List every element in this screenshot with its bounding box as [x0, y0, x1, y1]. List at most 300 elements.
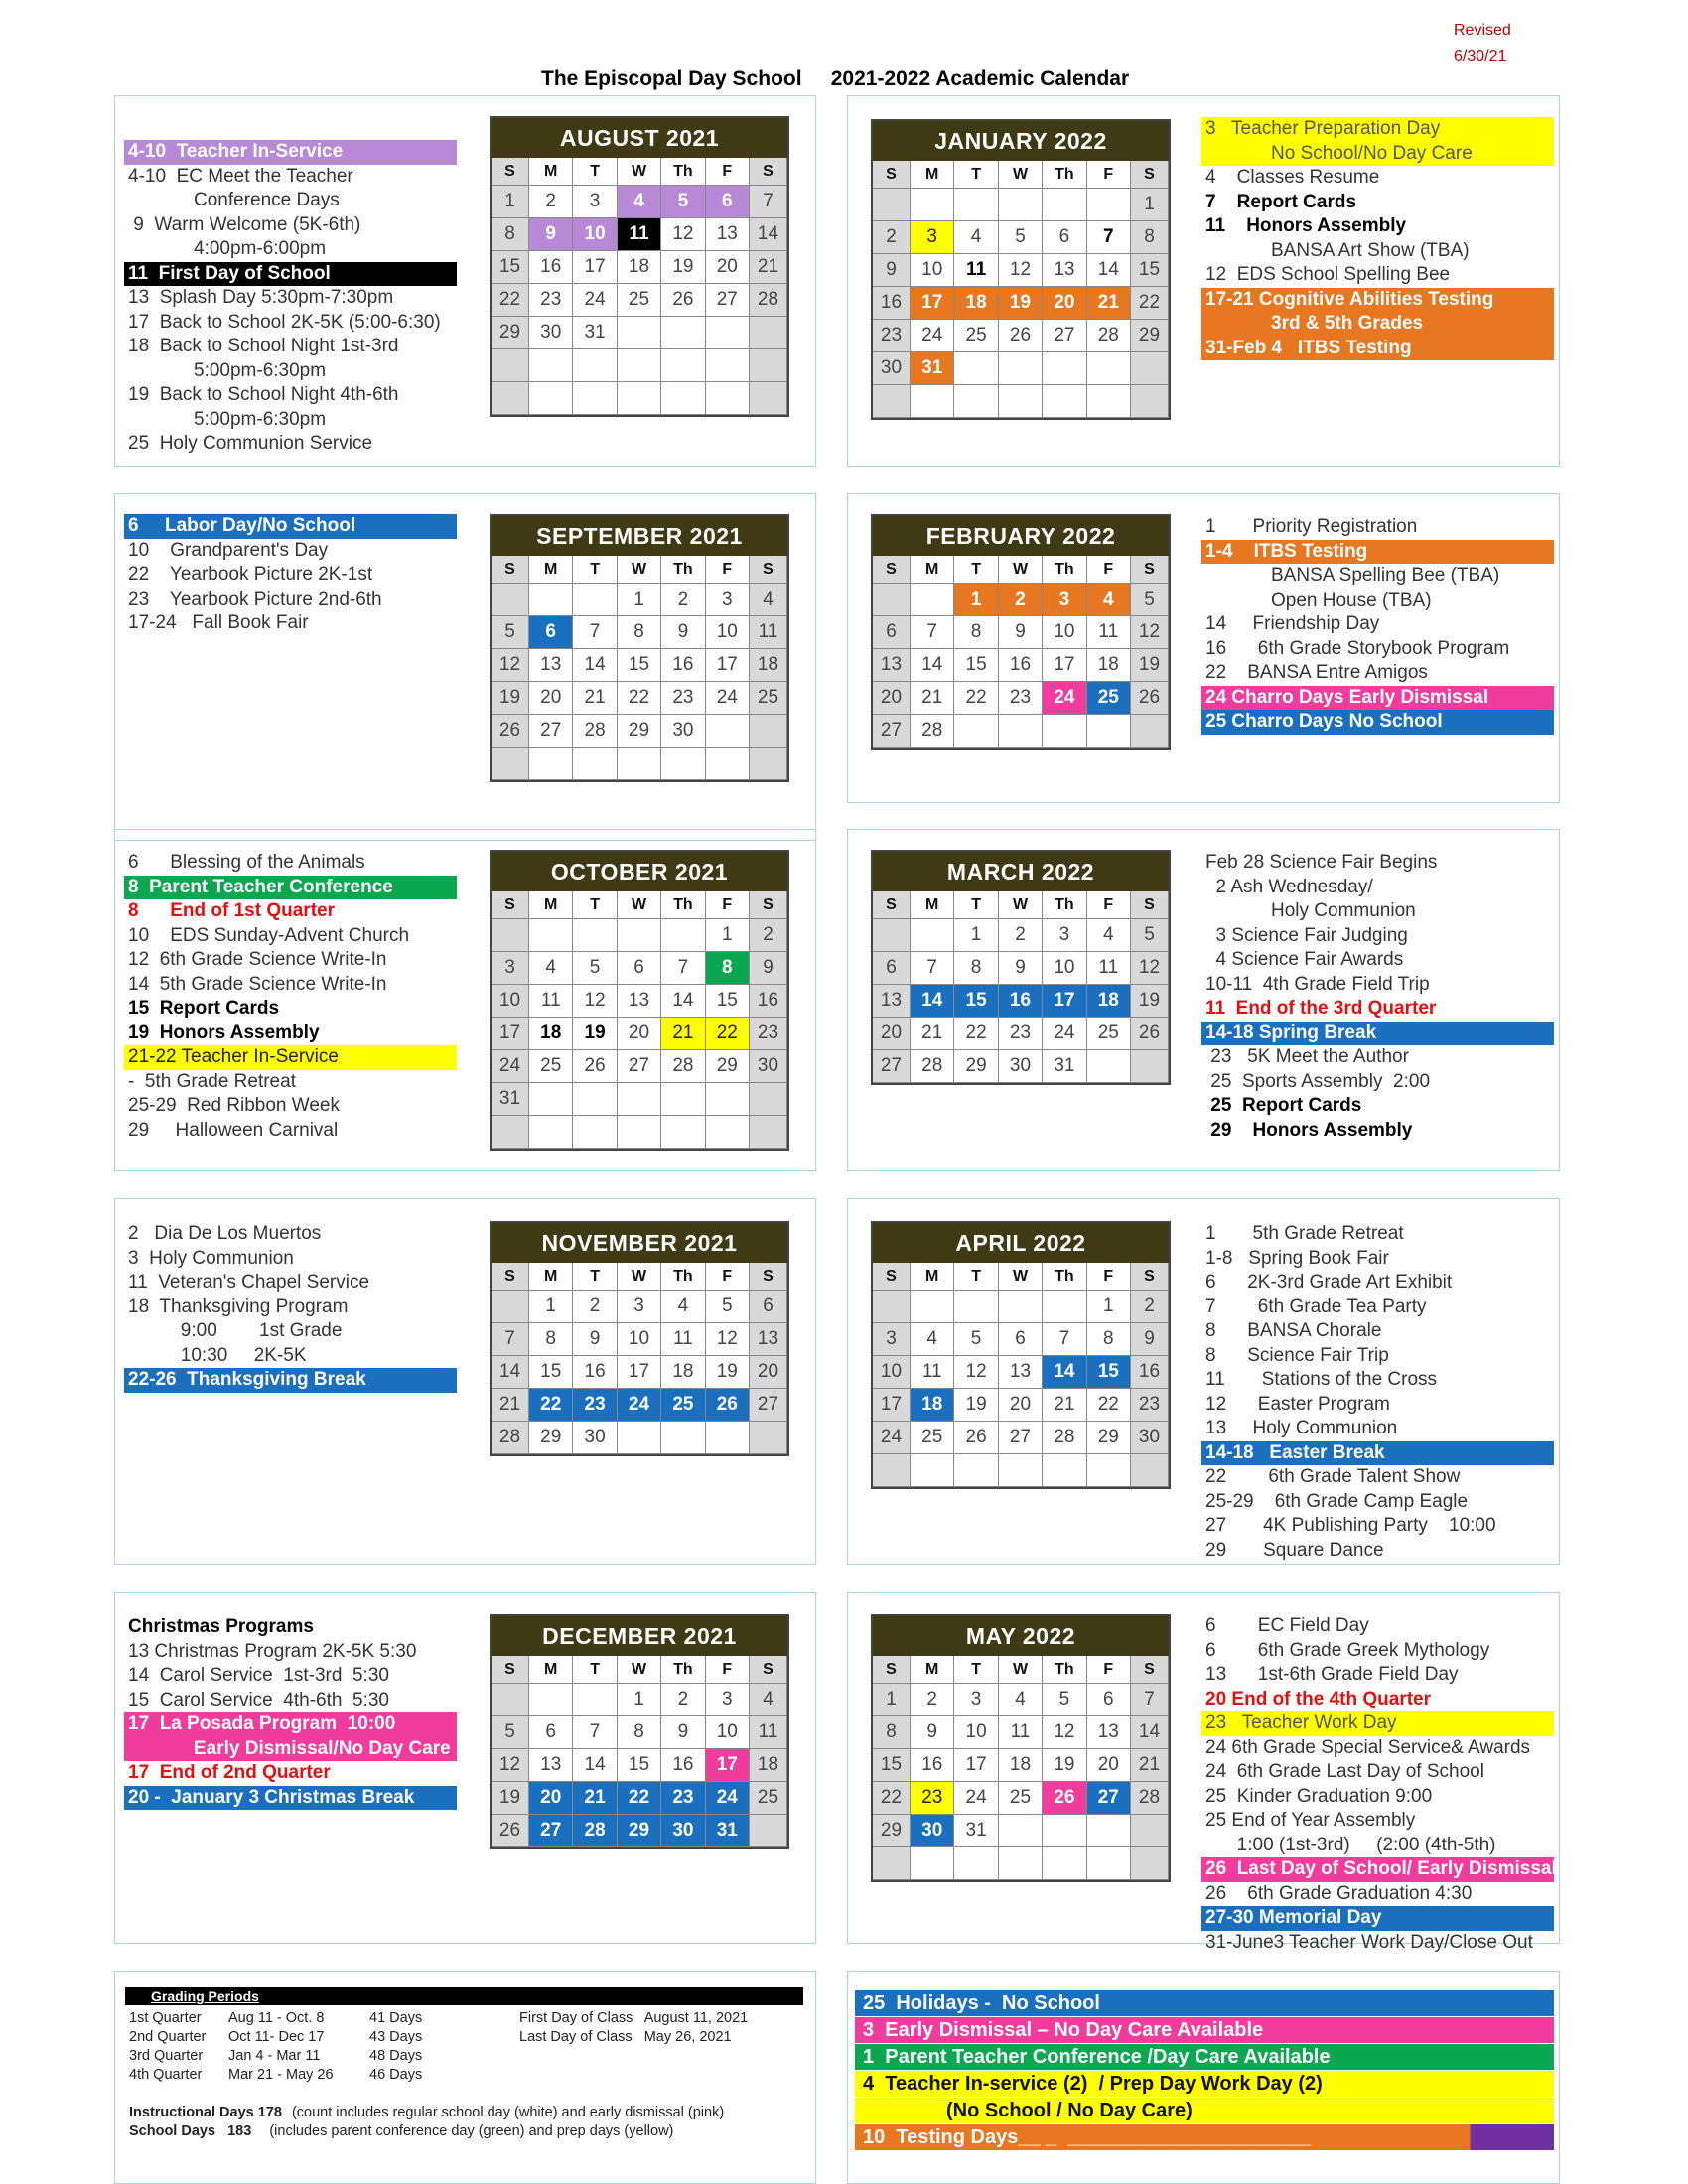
- day-cell: 3: [873, 1323, 911, 1356]
- day-cell: [1131, 715, 1169, 748]
- grading-cell: 41 Days: [369, 2010, 423, 2026]
- legend-item: (No School / No Day Care): [855, 2098, 1554, 2123]
- school-days-note: (includes parent conference day (green) and prep days (yellow): [269, 2123, 674, 2139]
- instructional-days-note: (count includes regular school day (white) and early dismissal (pink): [291, 2105, 725, 2120]
- weekday-header: T: [954, 891, 998, 919]
- day-cell: 28: [573, 715, 617, 748]
- day-cell: 2: [529, 186, 573, 218]
- day-cell: [999, 1847, 1043, 1880]
- event-item: 9 Warm Welcome (5K-6th): [128, 213, 361, 235]
- grading-cell: 46 Days: [369, 2067, 423, 2083]
- event-item: 2 Dia De Los Muertos: [128, 1223, 322, 1244]
- legend-item: 25 Holidays - No School: [855, 1990, 1554, 2016]
- day-cell: 5: [573, 952, 617, 985]
- event-item: 11 First Day of School: [124, 262, 457, 287]
- day-cell: 14: [661, 985, 705, 1018]
- day-cell: 29: [492, 317, 529, 349]
- day-cell: 11: [954, 254, 998, 287]
- day-cell: 26: [492, 1815, 529, 1847]
- day-cell: [750, 382, 787, 415]
- day-cell: [911, 919, 954, 952]
- day-cell: 9: [529, 218, 573, 251]
- day-cell: 27: [529, 715, 573, 748]
- day-cell: [492, 1291, 529, 1323]
- day-cell: [873, 1454, 911, 1487]
- day-cell: 31: [706, 1815, 750, 1847]
- weekday-header: S: [750, 1656, 787, 1684]
- day-cell: 24: [1043, 1018, 1086, 1050]
- day-cell: [529, 1684, 573, 1716]
- day-cell: 22: [529, 1389, 573, 1422]
- day-cell: 20: [1043, 287, 1086, 320]
- last-day-of-class: Last Day of Class May 26, 2021: [519, 2029, 732, 2045]
- weekday-header: S: [492, 1263, 529, 1291]
- event-item: 1 5th Grade Retreat: [1205, 1223, 1404, 1244]
- weekday-header: F: [706, 556, 750, 584]
- day-cell: 10: [873, 1356, 911, 1389]
- day-cell: [750, 1116, 787, 1149]
- day-cell: 30: [999, 1050, 1043, 1083]
- day-cell: 14: [573, 1749, 617, 1782]
- event-item: 26 6th Grade Graduation 4:30: [1205, 1882, 1473, 1904]
- day-cell: [661, 317, 705, 349]
- day-cell: 22: [618, 1782, 661, 1815]
- day-cell: [911, 189, 954, 221]
- event-item: 6 6th Grade Greek Mythology: [1205, 1639, 1490, 1661]
- day-cell: [1043, 352, 1086, 385]
- weekday-header: Th: [661, 1263, 705, 1291]
- event-item: 14 5th Grade Science Write-In: [128, 973, 387, 995]
- weekday-header: T: [573, 1656, 617, 1684]
- day-cell: [1131, 1815, 1169, 1847]
- day-cell: 4: [750, 584, 787, 616]
- day-cell: 15: [492, 251, 529, 284]
- event-item: 17-21 Cognitive Abilities Testing: [1201, 288, 1554, 313]
- weekday-header: M: [529, 556, 573, 584]
- weekday-header: S: [750, 556, 787, 584]
- weekday-header: T: [954, 1656, 998, 1684]
- day-cell: 2: [873, 221, 911, 254]
- event-item: 24 6th Grade Last Day of School: [1205, 1761, 1484, 1782]
- day-cell: 9: [750, 952, 787, 985]
- day-cell: 2: [573, 1291, 617, 1323]
- legend-item: 10 Testing Days__ _ ______________________: [855, 2124, 1554, 2150]
- day-cell: 9: [661, 616, 705, 649]
- day-grid: [873, 556, 1169, 748]
- day-cell: 27: [999, 1422, 1043, 1454]
- instructional-days: [129, 2104, 724, 2122]
- day-cell: [573, 919, 617, 952]
- event-item: 12 6th Grade Science Write-In: [128, 949, 387, 970]
- day-cell: [1043, 1815, 1086, 1847]
- day-cell: 31: [492, 1083, 529, 1116]
- day-cell: 21: [492, 1389, 529, 1422]
- day-cell: [661, 349, 705, 382]
- day-cell: 30: [873, 352, 911, 385]
- legend-item: 3 Early Dismissal – No Day Care Available: [855, 2017, 1554, 2043]
- weekday-header: S: [492, 891, 529, 919]
- day-cell: 22: [954, 1018, 998, 1050]
- event-item: 12 Easter Program: [1205, 1393, 1390, 1415]
- day-cell: [873, 919, 911, 952]
- day-cell: 4: [911, 1323, 954, 1356]
- day-cell: 15: [1087, 1356, 1131, 1389]
- weekday-header: T: [573, 891, 617, 919]
- day-cell: [661, 1422, 705, 1454]
- day-cell: 7: [1043, 1323, 1086, 1356]
- weekday-header: S: [492, 556, 529, 584]
- event-item: 17 End of 2nd Quarter: [128, 1762, 331, 1783]
- event-item: 8 BANSA Chorale: [1205, 1320, 1382, 1341]
- grading-row: [129, 2009, 479, 2028]
- day-cell: 14: [1043, 1356, 1086, 1389]
- day-cell: 10: [492, 985, 529, 1018]
- day-cell: 25: [1087, 682, 1131, 715]
- day-cell: [1087, 1815, 1131, 1847]
- day-cell: 28: [1087, 320, 1131, 352]
- event-item: Open House (TBA): [1271, 589, 1432, 611]
- weekday-header: S: [873, 891, 911, 919]
- day-cell: 27: [873, 715, 911, 748]
- day-cell: 15: [618, 649, 661, 682]
- grading-row: [129, 2066, 479, 2085]
- event-item: 23 Yearbook Picture 2nd-6th: [128, 588, 382, 610]
- day-cell: [661, 748, 705, 780]
- event-item: 15 Report Cards: [128, 998, 280, 1019]
- day-cell: [1043, 1291, 1086, 1323]
- event-item: 29 Square Dance: [1205, 1539, 1384, 1561]
- day-cell: 11: [911, 1356, 954, 1389]
- day-cell: 22: [706, 1018, 750, 1050]
- day-cell: 17: [873, 1389, 911, 1422]
- event-item: 10 Grandparent's Day: [128, 539, 329, 561]
- day-cell: 12: [1043, 1716, 1086, 1749]
- event-item: 14-18 Spring Break: [1201, 1022, 1554, 1046]
- day-cell: [1087, 1454, 1131, 1487]
- day-cell: 4: [661, 1291, 705, 1323]
- first-day-of-class: First Day of Class August 11, 2021: [519, 2010, 749, 2026]
- calendar-october: [490, 850, 789, 1151]
- event-item: Early Dismissal/No Day Care: [124, 1737, 457, 1762]
- weekday-header: T: [573, 1263, 617, 1291]
- day-cell: 7: [1087, 221, 1131, 254]
- day-cell: 25: [954, 320, 998, 352]
- weekday-header: Th: [661, 891, 705, 919]
- event-item: 11 Honors Assembly: [1205, 215, 1407, 236]
- day-cell: 21: [911, 1018, 954, 1050]
- day-cell: 28: [911, 715, 954, 748]
- day-cell: [529, 1116, 573, 1149]
- day-cell: 2: [750, 919, 787, 952]
- day-cell: 3: [706, 1684, 750, 1716]
- grading-cell: Aug 11 - Oct. 8: [228, 2010, 325, 2026]
- day-cell: [1043, 1847, 1086, 1880]
- day-cell: 8: [954, 952, 998, 985]
- day-cell: 10: [954, 1716, 998, 1749]
- weekday-header: W: [999, 161, 1043, 189]
- day-cell: 24: [706, 1782, 750, 1815]
- event-item: 25 Sports Assembly 2:00: [1205, 1070, 1431, 1092]
- day-cell: 12: [999, 254, 1043, 287]
- day-cell: 28: [1131, 1782, 1169, 1815]
- day-cell: 6: [750, 1291, 787, 1323]
- day-cell: 9: [911, 1716, 954, 1749]
- weekday-header: S: [873, 161, 911, 189]
- weekday-header: W: [999, 891, 1043, 919]
- day-cell: 31: [954, 1815, 998, 1847]
- day-grid: [492, 891, 787, 1149]
- day-grid: [873, 161, 1169, 418]
- day-cell: 23: [529, 284, 573, 317]
- day-cell: 16: [911, 1749, 954, 1782]
- event-item: 25 Holy Communion Service: [128, 433, 373, 454]
- calendar-april: [871, 1221, 1171, 1489]
- day-cell: 22: [492, 284, 529, 317]
- day-cell: 30: [661, 1815, 705, 1847]
- day-cell: 1: [1087, 1291, 1131, 1323]
- day-cell: 19: [573, 1018, 617, 1050]
- day-cell: 26: [492, 715, 529, 748]
- day-cell: [573, 748, 617, 780]
- day-cell: 17: [1043, 985, 1086, 1018]
- weekday-header: Th: [661, 556, 705, 584]
- day-cell: 29: [1087, 1422, 1131, 1454]
- event-item: 25 Report Cards: [1205, 1095, 1362, 1116]
- day-cell: 16: [573, 1356, 617, 1389]
- day-cell: 30: [750, 1050, 787, 1083]
- day-cell: 14: [911, 985, 954, 1018]
- day-cell: [1043, 385, 1086, 418]
- day-cell: 13: [1043, 254, 1086, 287]
- day-cell: 11: [750, 1716, 787, 1749]
- day-cell: 26: [1131, 682, 1169, 715]
- event-item: 13 1st-6th Grade Field Day: [1205, 1664, 1459, 1685]
- weekday-header: F: [706, 1656, 750, 1684]
- day-grid: [873, 891, 1169, 1083]
- day-cell: 17: [492, 1018, 529, 1050]
- events-april: [1201, 1222, 1554, 1563]
- day-cell: [750, 1422, 787, 1454]
- day-cell: [750, 748, 787, 780]
- day-cell: 16: [661, 649, 705, 682]
- day-cell: 6: [873, 952, 911, 985]
- day-cell: [1087, 385, 1131, 418]
- day-cell: 1: [618, 1684, 661, 1716]
- day-cell: [750, 349, 787, 382]
- day-cell: 9: [999, 616, 1043, 649]
- day-cell: [954, 352, 998, 385]
- month-title: MAY 2022: [873, 1616, 1169, 1656]
- day-cell: [529, 584, 573, 616]
- day-cell: [661, 382, 705, 415]
- day-cell: [999, 1815, 1043, 1847]
- month-title: MARCH 2022: [873, 852, 1169, 891]
- day-cell: 4: [618, 186, 661, 218]
- event-item: Christmas Programs: [128, 1616, 314, 1637]
- day-cell: 21: [1087, 287, 1131, 320]
- day-cell: [492, 1116, 529, 1149]
- day-cell: 4: [529, 952, 573, 985]
- weekday-header: T: [573, 158, 617, 186]
- day-cell: 22: [1087, 1389, 1131, 1422]
- day-cell: [618, 349, 661, 382]
- day-cell: [661, 1083, 705, 1116]
- day-cell: 26: [706, 1389, 750, 1422]
- event-item: 13 Holy Communion: [1205, 1418, 1398, 1438]
- day-cell: [706, 317, 750, 349]
- day-cell: 1: [954, 584, 998, 616]
- event-item: 11 Veteran's Chapel Service: [128, 1272, 370, 1293]
- event-item: 22 BANSA Entre Amigos: [1205, 662, 1428, 683]
- day-cell: [750, 1815, 787, 1847]
- day-cell: [706, 1422, 750, 1454]
- event-item: 22-26 Thanksgiving Break: [124, 1368, 457, 1393]
- day-cell: 13: [999, 1356, 1043, 1389]
- day-cell: 7: [573, 616, 617, 649]
- legend-item: 1 Parent Teacher Conference /Day Care Available: [855, 2044, 1554, 2070]
- event-item: Holy Communion: [1271, 900, 1416, 921]
- day-cell: 21: [661, 1018, 705, 1050]
- day-cell: 20: [706, 251, 750, 284]
- event-item: 8 Parent Teacher Conference: [124, 876, 457, 900]
- events-february: [1201, 515, 1554, 735]
- day-cell: 5: [492, 1716, 529, 1749]
- event-item: 3 Teacher Preparation Day: [1201, 117, 1554, 142]
- event-item: 4 Classes Resume: [1205, 167, 1380, 188]
- day-cell: 7: [911, 952, 954, 985]
- day-cell: [873, 189, 911, 221]
- day-cell: 3: [1043, 919, 1086, 952]
- event-item: 4 Science Fair Awards: [1205, 949, 1404, 970]
- weekday-header: W: [618, 1263, 661, 1291]
- weekday-header: T: [954, 161, 998, 189]
- day-cell: 16: [529, 251, 573, 284]
- event-item: 8 End of 1st Quarter: [128, 900, 335, 921]
- day-cell: 19: [999, 287, 1043, 320]
- weekday-header: M: [911, 1263, 954, 1291]
- event-item: 17 La Posada Program 10:00: [124, 1712, 457, 1737]
- event-item: 1 Priority Registration: [1205, 516, 1418, 537]
- day-cell: 4: [954, 221, 998, 254]
- weekday-header: F: [1087, 1656, 1131, 1684]
- day-cell: [1131, 1454, 1169, 1487]
- event-item: 4-10 Teacher In-Service: [124, 140, 457, 165]
- day-cell: 6: [1087, 1684, 1131, 1716]
- day-cell: 28: [573, 1815, 617, 1847]
- day-cell: [492, 1684, 529, 1716]
- day-cell: 28: [911, 1050, 954, 1083]
- day-cell: [618, 317, 661, 349]
- day-cell: [706, 715, 750, 748]
- event-item: 6 Blessing of the Animals: [128, 852, 365, 873]
- day-cell: 4: [1087, 584, 1131, 616]
- events-march: [1201, 851, 1554, 1143]
- day-cell: 2: [999, 584, 1043, 616]
- day-cell: [573, 1083, 617, 1116]
- event-item: 11 End of the 3rd Quarter: [1205, 998, 1437, 1019]
- day-cell: 13: [873, 649, 911, 682]
- day-cell: 25: [1087, 1018, 1131, 1050]
- day-cell: [492, 382, 529, 415]
- day-cell: 23: [573, 1389, 617, 1422]
- day-cell: 21: [750, 251, 787, 284]
- day-grid: [873, 1263, 1169, 1487]
- day-cell: 10: [618, 1323, 661, 1356]
- event-item: 20 - January 3 Christmas Break: [124, 1786, 457, 1811]
- event-item: 23 Teacher Work Day: [1201, 1711, 1554, 1736]
- day-cell: 11: [618, 218, 661, 251]
- day-cell: 27: [750, 1389, 787, 1422]
- school-days: [129, 2122, 673, 2141]
- day-cell: 11: [1087, 616, 1131, 649]
- day-cell: 12: [492, 1749, 529, 1782]
- month-title: NOVEMBER 2021: [492, 1223, 787, 1263]
- weekday-header: M: [911, 1656, 954, 1684]
- event-item: 31-June3 Teacher Work Day/Close Out: [1205, 1931, 1533, 1953]
- day-cell: 25: [618, 284, 661, 317]
- event-item: 5:00pm-6:30pm: [194, 359, 327, 381]
- events-august: [124, 140, 457, 457]
- day-cell: 20: [873, 1018, 911, 1050]
- events-may: [1201, 1614, 1557, 1955]
- day-cell: 8: [529, 1323, 573, 1356]
- event-item: 18 Thanksgiving Program: [128, 1296, 349, 1317]
- day-cell: [573, 1684, 617, 1716]
- event-item: BANSA Spelling Bee (TBA): [1271, 565, 1500, 586]
- weekday-header: T: [573, 556, 617, 584]
- day-cell: 12: [1131, 952, 1169, 985]
- grading-cell: 4th Quarter: [129, 2067, 203, 2083]
- day-cell: [573, 349, 617, 382]
- event-item: 10 EDS Sunday-Advent Church: [128, 924, 410, 946]
- day-cell: 22: [1131, 287, 1169, 320]
- weekday-header: S: [1131, 556, 1169, 584]
- events-january: [1201, 117, 1554, 360]
- day-cell: 6: [1043, 221, 1086, 254]
- day-cell: 30: [661, 715, 705, 748]
- day-cell: 24: [1043, 682, 1086, 715]
- weekday-header: S: [1131, 1656, 1169, 1684]
- day-cell: [1043, 1454, 1086, 1487]
- day-cell: [529, 382, 573, 415]
- day-cell: 27: [1043, 320, 1086, 352]
- day-cell: [911, 1291, 954, 1323]
- day-cell: 11: [661, 1323, 705, 1356]
- day-cell: 24: [618, 1389, 661, 1422]
- event-item: 29 Honors Assembly: [1205, 1119, 1413, 1141]
- day-cell: 20: [999, 1389, 1043, 1422]
- day-cell: 1: [618, 584, 661, 616]
- day-cell: 20: [529, 682, 573, 715]
- day-cell: [954, 1847, 998, 1880]
- weekday-header: M: [529, 891, 573, 919]
- event-item: 13 Christmas Program 2K-5K 5:30: [128, 1640, 417, 1662]
- day-cell: 7: [573, 1716, 617, 1749]
- day-cell: 26: [999, 320, 1043, 352]
- day-cell: 9: [873, 254, 911, 287]
- day-cell: 9: [1131, 1323, 1169, 1356]
- day-cell: 30: [1131, 1422, 1169, 1454]
- day-cell: 18: [618, 251, 661, 284]
- day-cell: 1: [529, 1291, 573, 1323]
- day-cell: 11: [750, 616, 787, 649]
- calendar-september: [490, 514, 789, 782]
- day-cell: [999, 385, 1043, 418]
- day-cell: 2: [911, 1684, 954, 1716]
- day-cell: [1043, 715, 1086, 748]
- day-cell: 16: [661, 1749, 705, 1782]
- day-cell: 29: [954, 1050, 998, 1083]
